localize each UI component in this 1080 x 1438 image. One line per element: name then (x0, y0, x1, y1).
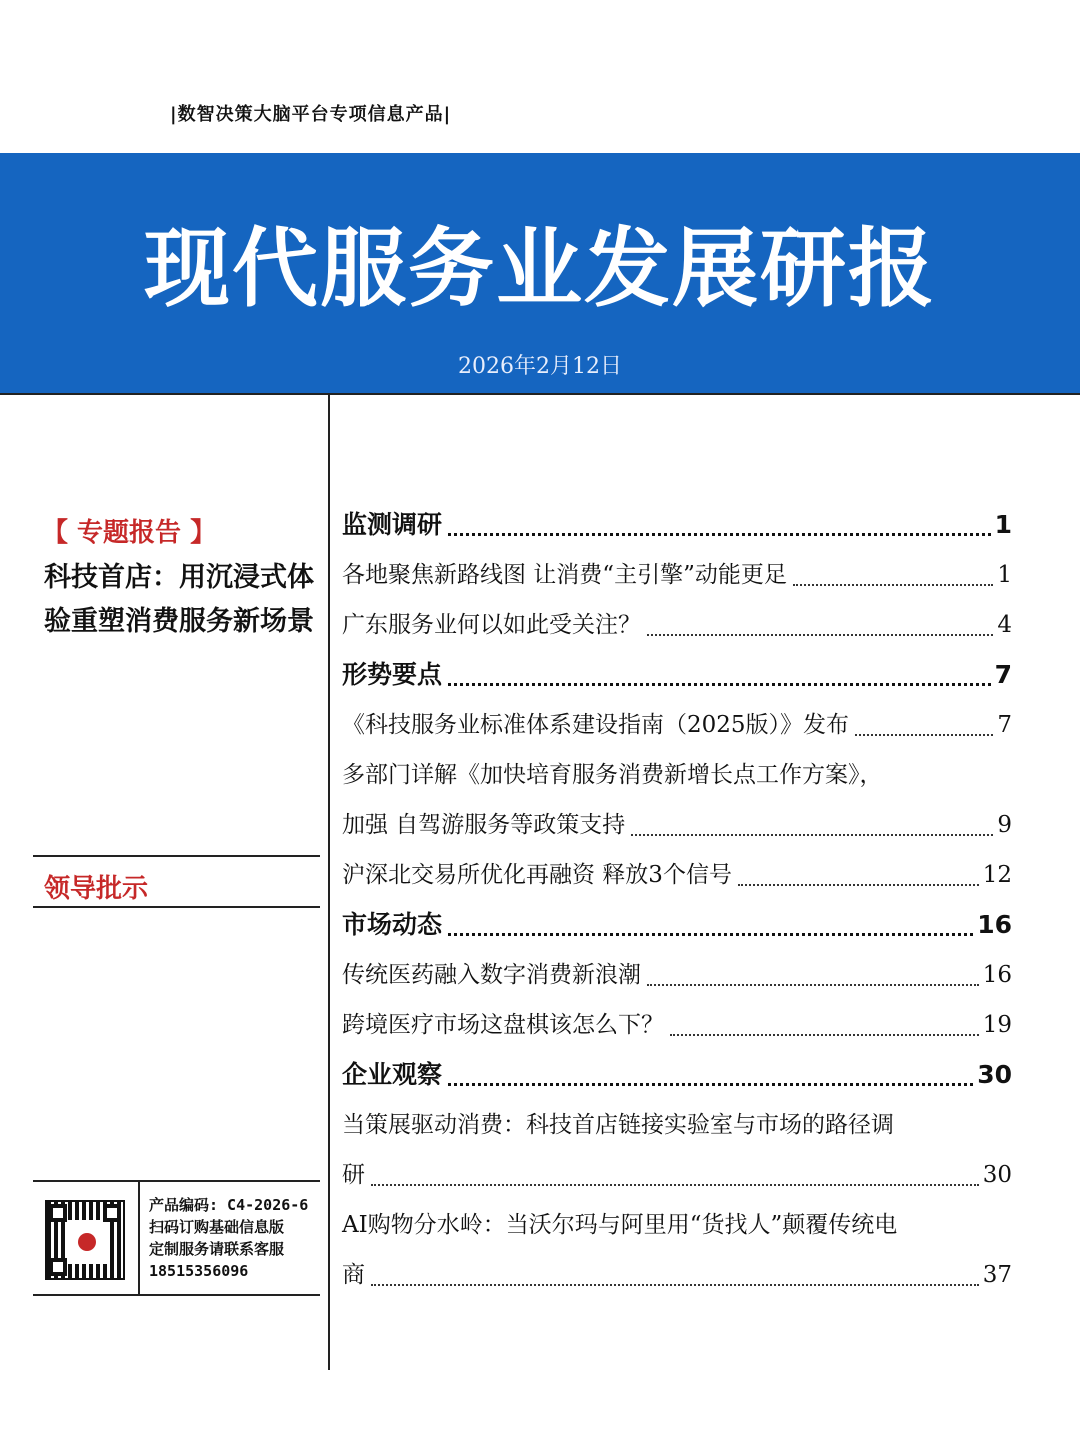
product-info-box (33, 1180, 320, 1296)
toc-item-title: 《科技服务业标准体系建设指南（2025版）》发布 (342, 712, 850, 738)
leader-label: 领导批示 (44, 874, 149, 904)
toc-page: 7 (994, 660, 1012, 689)
qr-code-icon[interactable] (45, 1200, 125, 1280)
toc-item-line[interactable]: 多部门详解《加快培育服务消费新增长点工作方案》， (342, 762, 883, 788)
feature-title[interactable]: 科技首店：用沉浸式体验重塑消费服务新场景 (44, 562, 314, 637)
leader-dots (738, 884, 979, 886)
toc-page: 1 (994, 510, 1012, 539)
toc-section-title: 形势要点 (342, 660, 443, 689)
toc-item-title: 跨境医疗市场这盘棋该怎么下？ (342, 1012, 664, 1038)
qr-finder (103, 1204, 121, 1222)
leader-dots (670, 1034, 979, 1036)
toc-page: 37 (982, 1262, 1012, 1288)
toc-section[interactable] (342, 650, 1012, 700)
leader-dots (855, 734, 993, 736)
toc-item[interactable] (342, 800, 1012, 850)
toc-page: 16 (982, 962, 1012, 988)
toc-page: 19 (982, 1012, 1012, 1038)
toc-item-line[interactable]: AI购物分水岭：当沃尔玛与阿里用“货找人”颠覆传统电 (342, 1212, 898, 1238)
custom-text: 定制服务请联系客服 (149, 1240, 285, 1258)
divider (33, 855, 320, 857)
toc-item[interactable] (342, 1250, 1012, 1300)
toc-page: 30 (982, 1162, 1012, 1188)
toc-item[interactable] (342, 1150, 1012, 1200)
toc-item-title: 商 (342, 1262, 365, 1288)
toc-item-title: 沪深北交易所优化再融资 释放3个信号 (342, 862, 732, 888)
order-text: 扫码订购基础信息版 (149, 1218, 285, 1236)
toc-item-line[interactable]: 当策展驱动消费：科技首店链接实验室与市场的路径调 (342, 1112, 894, 1138)
leader-dots (448, 933, 973, 936)
toc-item[interactable] (342, 850, 1012, 900)
qr-finder (49, 1204, 67, 1222)
divider (138, 1182, 140, 1294)
toc-page: 9 (997, 812, 1012, 838)
toc-section[interactable] (342, 500, 1012, 550)
toc-section-title: 监测调研 (342, 510, 443, 539)
phone-number: 18515356096 (149, 1262, 249, 1280)
toc-item-title: 研 (342, 1162, 365, 1188)
toc-item-title: 广东服务业何以如此受关注？ (342, 612, 641, 638)
toc-page: 1 (997, 562, 1012, 588)
leader-dots (631, 834, 993, 836)
toc-item-title: 传统医药融入数字消费新浪潮 (342, 962, 641, 988)
toc-item-title: 各地聚焦新路线图 让消费“主引擎”动能更足 (342, 562, 787, 588)
qr-finder (49, 1258, 67, 1276)
leader-dots (371, 1184, 979, 1186)
toc-item[interactable] (342, 600, 1012, 650)
leader-dots (647, 984, 979, 986)
qr-logo-icon (78, 1233, 96, 1251)
report-title: 现代服务业发展研报 (144, 219, 936, 319)
toc-item[interactable] (342, 950, 1012, 1000)
leader-dots (793, 584, 994, 586)
toc-section-title: 企业观察 (342, 1060, 443, 1089)
feature-tag: 【 专题报告 】 (42, 518, 217, 548)
leader-dots (448, 1083, 973, 1086)
product-code: 产品编码: C4-2026-6 (149, 1196, 309, 1214)
title-banner (0, 153, 1080, 395)
toc-item[interactable] (342, 1000, 1012, 1050)
toc-page: 30 (977, 1060, 1012, 1089)
leader-dots (371, 1284, 979, 1286)
toc-section[interactable] (342, 1050, 1012, 1100)
leader-dots (448, 533, 991, 536)
toc-section[interactable] (342, 900, 1012, 950)
divider (33, 906, 320, 908)
leader-dots (647, 634, 993, 636)
toc-item-title: 加强 自驾游服务等政策支持 (342, 812, 626, 838)
tagline: |数智决策大脑平台专项信息产品| (170, 104, 452, 125)
toc-item[interactable] (342, 700, 1012, 750)
toc-page: 4 (997, 612, 1012, 638)
toc-page: 7 (997, 712, 1012, 738)
toc-section-title: 市场动态 (342, 910, 443, 939)
leader-dots (448, 683, 991, 686)
toc-page: 16 (977, 910, 1012, 939)
toc-item[interactable] (342, 550, 1012, 600)
table-of-contents (342, 500, 1012, 1300)
product-info (149, 1194, 319, 1282)
toc-page: 12 (982, 862, 1012, 888)
report-date: 2026年2月12日 (458, 354, 622, 379)
